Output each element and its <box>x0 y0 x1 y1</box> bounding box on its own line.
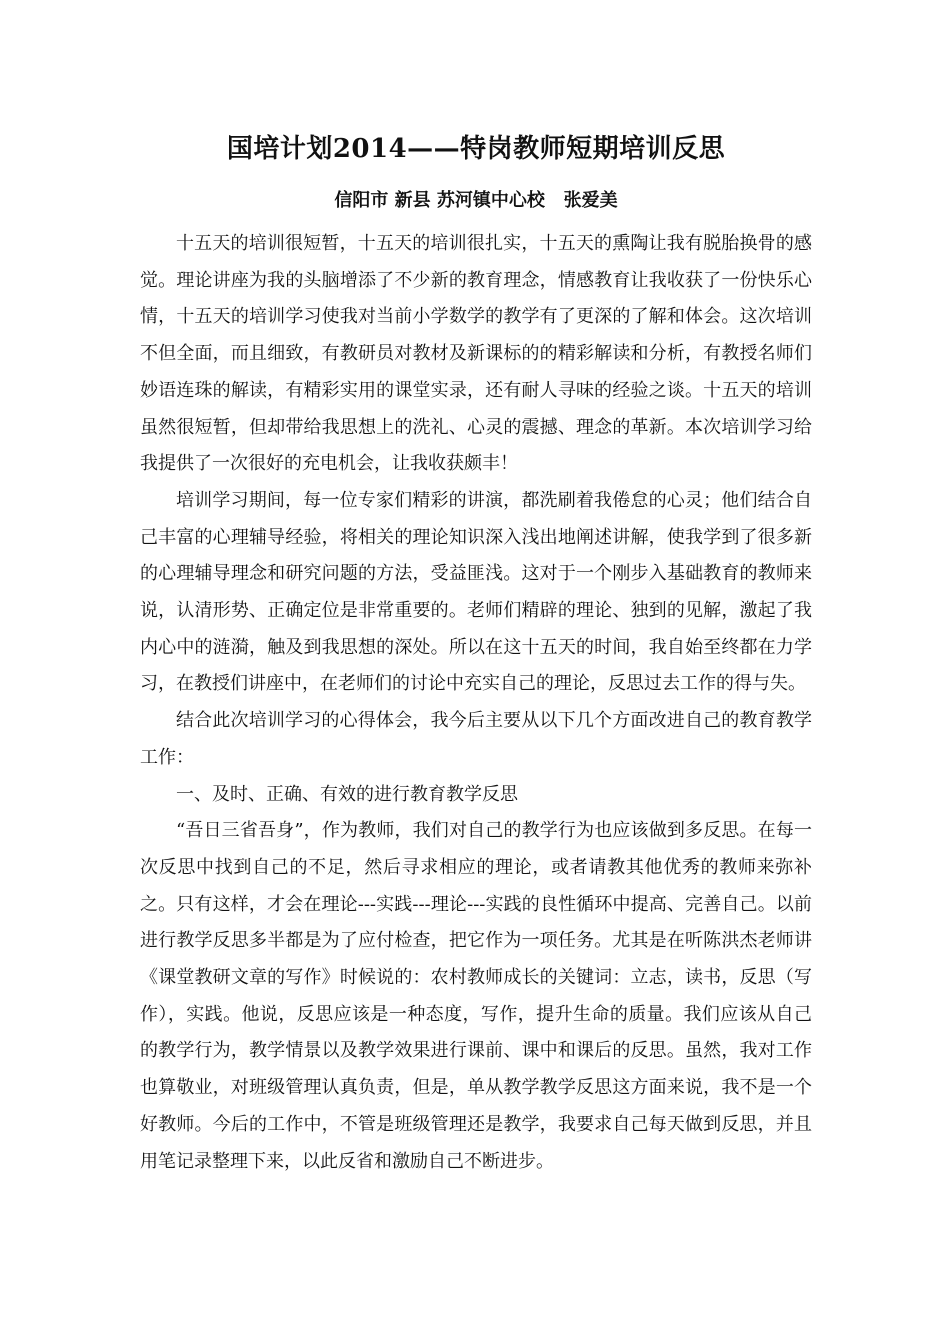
document-title: 国培计划2014——特岗教师短期培训反思 <box>226 134 726 164</box>
author-line: 信阳市 新县 苏河镇中心校 张爱美 <box>334 190 618 211</box>
paragraph-improvement-plan: 结合此次培训学习的心得体会，我今后主要从以下几个方面改进自己的教育教学工作： <box>140 710 812 768</box>
paragraph-training-period: 培训学习期间，每一位专家们精彩的讲演，都洗刷着我倦怠的心灵；他们结合自己丰富的心理辅导经验，将相关的理论知识深入浅出地阐述讲解，使我学到了很多新的心理辅导理念和研究问题的方法，受益匪浅。这对于一个刚步入基础教育的教师来说，认清形势、正确定位是非常重要的。老师们精辟的理论、独到的见解，激起了我内心中的涟漪，触及到我思想的深处。所以在这十五天的时间，我自始至终都在力学习，在教授们讲座中，在老师们的讨论中充实自己的理论，反思过去工作的得与失。 <box>140 489 812 695</box>
section-heading-reflection: 一、及时、正确、有效的进行教育教学反思 <box>176 783 518 805</box>
document-page <box>140 128 812 1180</box>
paragraph-reflection: “吾日三省吾身”，作为教师，我们对自己的教学行为也应该做到多反思。在每一次反思中找到自己的不足，然后寻求相应的理论，或者请教其他优秀的教师来弥补之。只有这样，才会在理论---实践---理论---实践的良性循环中提高、完善自己。以前进行教学反思多半都是为了应付检查，把它作为一项任务。尤其是在听陈洪杰老师讲《课堂教研文章的写作》时候说的：农村教师成长的关键词：立志，读书，反思（写作），实践。他说，反思应该是一种态度，写作，提升生命的质量。我们应该从自己的教学行为，教学情景以及教学效果进行课前、课中和课后的反思。虽然，我对工作也算敬业，对班级管理认真负责，但是，单从教学教学反思这方面来说，我不是一个好教师。今后的工作中，不管是班级管理还是教学，我要求自己每天做到反思，并且用笔记录整理下来，以此反省和激励自己不断进步。 <box>140 820 812 1172</box>
paragraph-intro: 十五天的培训很短暂，十五天的培训很扎实，十五天的熏陶让我有脱胎换骨的感觉。理论讲座为我的头脑增添了不少新的教育理念，情感教育让我收获了一份快乐心情，十五天的培训学习使我对当前小学数学的教学有了更深的了解和体会。这次培训不但全面，而且细致，有教研员对教材及新课标的的精彩解读和分析，有教授名师们妙语连珠的解读，有精彩实用的课堂实录，还有耐人寻味的经验之谈。十五天的培训虽然很短暂，但却带给我思想上的洗礼、心灵的震撼、理念的革新。本次培训学习给我提供了一次很好的充电机会，让我收获颇丰！ <box>140 233 812 475</box>
